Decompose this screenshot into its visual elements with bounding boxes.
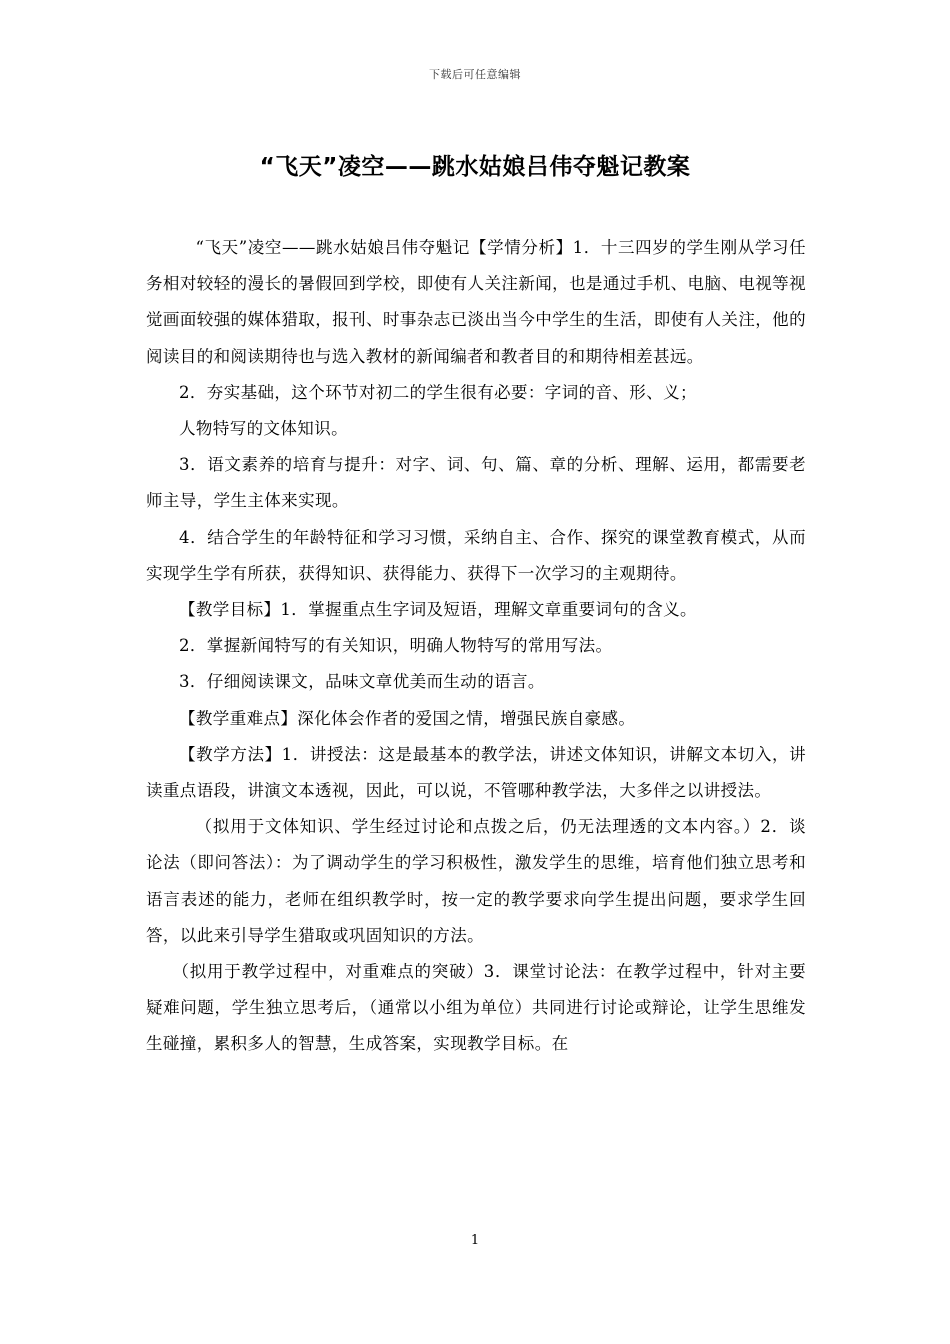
paragraph-foundation: 2．夯实基础，这个环节对初二的学生很有必要：字词的音、形、义； bbox=[179, 382, 697, 402]
paragraph-teaching-methods: 【教学方法】1．讲授法：这是最基本的教学法，讲述文体知识，讲解文本切入，讲读重点语段，讲演文本透视，因此，可以说，不管哪种教学法，大多伴之以讲授法。 bbox=[146, 744, 806, 801]
document-body bbox=[146, 230, 806, 1063]
page-header-note: 下载后可任意编辑 bbox=[429, 68, 521, 81]
paragraph-goal-2: 2．掌握新闻特写的有关知识，明确人物特写的常用写法。 bbox=[179, 636, 613, 656]
paragraph-discussion-method: （拟用于文体知识、学生经过讨论和点拨之后，仍无法理透的文本内容。）2．谈论法（即问答法）：为了调动学生的学习积极性，激发学生的思维，培育他们独立思考和语言表述的能力，老师在组织教学时，按一定的教学要求向学生提出问题，要求学生回答，以此来引导学生猎取或巩固知识的方法。 bbox=[146, 817, 806, 945]
paragraph-teaching-mode: 4．结合学生的年龄特征和学习习惯，采纳自主、合作、探究的课堂教育模式，从而实现学生学有所获，获得知识、获得能力、获得下一次学习的主观期待。 bbox=[146, 527, 806, 583]
paragraph-goal-3: 3．仔细阅读课文，品味文章优美而生动的语言。 bbox=[179, 672, 545, 692]
page-number: 1 bbox=[470, 1233, 480, 1248]
paragraph-foundation-cont: 人物特写的文体知识。 bbox=[179, 419, 348, 439]
document-title: “飞天”凌空——跳水姑娘吕伟夺魁记教案 bbox=[259, 154, 691, 180]
paragraph-learning-analysis: “飞天”凌空——跳水姑娘吕伟夺魁记【学情分析】1．十三四岁的学生刚从学习任务相对较轻的漫长的暑假回到学校，即使有人关注新闻，也是通过手机、电脑、电视等视觉画面较强的媒体猎取，报刊、时事杂志已淡出当今中学生的生活，即使有人关注，他的阅读目的和阅读期待也与选入教材的新闻编者和教者目的和期待相差甚远。 bbox=[146, 238, 806, 366]
paragraph-teaching-goals: 【教学目标】1．掌握重点生字词及短语，理解文章重要词句的含义。 bbox=[179, 600, 697, 620]
paragraph-literacy: 3．语文素养的培育与提升：对字、词、句、篇、章的分析、理解、运用，都需要老师主导，学生主体来实现。 bbox=[146, 455, 806, 511]
paragraph-classroom-discussion: （拟用于教学过程中，对重难点的突破）3．课堂讨论法：在教学过程中，针对主要疑难问题，学生独立思考后，（通常以小组为单位）共同进行讨论或辩论，让学生思维发生碰撞，累积多人的智慧，生成答案，实现教学目标。在 bbox=[146, 962, 806, 1054]
paragraph-key-difficulties: 【教学重难点】深化体会作者的爱国之情，增强民族自豪感。 bbox=[179, 708, 636, 728]
